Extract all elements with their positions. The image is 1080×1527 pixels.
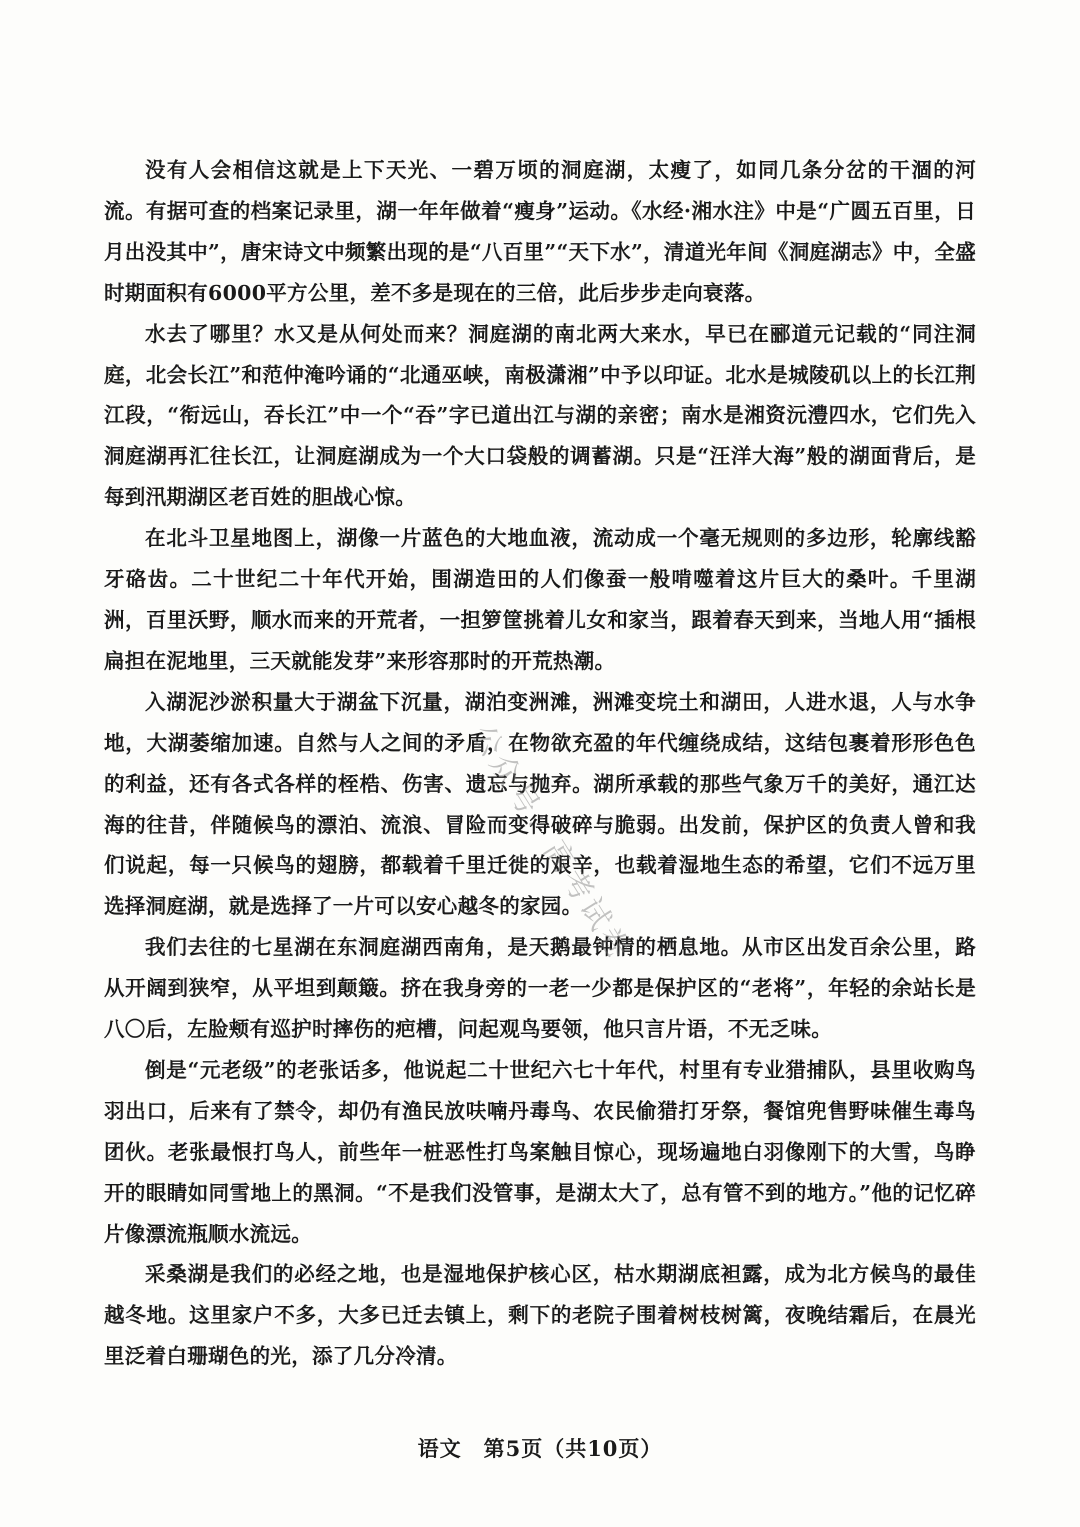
paragraph: 在北斗卫星地图上，湖像一片蓝色的大地血液，流动成一个毫无规则的多边形，轮廓线豁牙硌齿。二十世纪二十年代开始，围湖造田的人们像蚕一般啃噬着这片巨大的桑叶。千里湖洲，百里沃野，顺水而来的开荒者，一担箩筐挑着儿女和家当，跟着春天到来，当地人用“插根扁担在泥地里，三天就能发芽”来形容那时的开荒热潮。 xyxy=(104,526,976,673)
paragraph: 入湖泥沙淤积量大于湖盆下沉量，湖泊变洲滩，洲滩变垸土和湖田，人进水退，人与水争地，大湖萎缩加速。自然与人之间的矛盾，在物欲充盈的年代缠绕成结，这结包裹着形形色色的利益，还有各式各样的桎梏、伤害、遗忘与抛弃。湖所承载的那些气象万千的美好，通江达海的往昔，伴随候鸟的漂泊、流浪、冒险而变得破碎与脆弱。出发前，保护区的负责人曾和我们说起，每一只候鸟的翅膀，都载着千里迁徙的艰辛，也载着湿地生态的希望，它们不远万里选择洞庭湖，就是选择了一片可以安心越冬的家园。 xyxy=(104,689,976,919)
watermark: 公众号：高考试卷 xyxy=(464,719,638,969)
paragraph: 采桑湖是我们的必经之地，也是湿地保护核心区，枯水期湖底袒露，成为北方候鸟的最佳越冬地。这里家户不多，大多已迁去镇上，剩下的老院子围着树枝树篱，夜晚结霜后，在晨光里泛着白珊瑚色的光，添了几分冷清。 xyxy=(104,1262,976,1369)
paragraph: 我们去往的七星湖在东洞庭湖西南角，是天鹅最钟情的栖息地。从市区出发百余公里，路从开阔到狭窄，从平坦到颠簸。挤在我身旁的一老一少都是保护区的“老将”，年轻的余站长是八〇后，左脸颊有巡护时摔伤的疤槽，问起观鸟要领，他只言片语，不无乏味。 xyxy=(104,935,976,1042)
article-body xyxy=(104,150,976,1377)
page-footer: 语文 第5页（共10页） xyxy=(417,1436,663,1461)
paragraph: 水去了哪里？水又是从何处而来？洞庭湖的南北两大来水，早已在郦道元记载的“同注洞庭，北会长江”和范仲淹吟诵的“北通巫峡，南极潇湘”中予以印证。北水是城陵矶以上的长江荆江段，“衔远山，吞长江”中一个“吞”字已道出江与湖的亲密；南水是湘资沅澧四水，它们先入洞庭湖再汇往长江，让洞庭湖成为一个大口袋般的调蓄湖。只是“汪洋大海”般的湖面背后，是每到汛期湖区老百姓的胆战心惊。 xyxy=(104,321,976,510)
paragraph: 没有人会相信这就是上下天光、一碧万顷的洞庭湖，太瘦了，如同几条分岔的干涸的河流。有据可查的档案记录里，湖一年年做着“瘦身”运动。《水经·湘水注》中是“广圆五百里，日月出没其中”，唐宋诗文中频繁出现的是“八百里”“天下水”，清道光年间《洞庭湖志》中，全盛时期面积有6000平方公里，差不多是现在的三倍，此后步步走向衰落。 xyxy=(104,158,976,305)
paragraph: 倒是“元老级”的老张话多，他说起二十世纪六七十年代，村里有专业猎捕队，县里收购鸟羽出口，后来有了禁令，却仍有渔民放呋喃丹毒鸟、农民偷猎打牙祭，餐馆兜售野味催生毒鸟团伙。老张最恨打鸟人，前些年一桩恶性打鸟案触目惊心，现场遍地白羽像刚下的大雪，鸟睁开的眼睛如同雪地上的黑洞。“不是我们没管事，是湖太大了，总有管不到的地方。”他的记忆碎片像漂流瓶顺水流远。 xyxy=(104,1057,976,1246)
